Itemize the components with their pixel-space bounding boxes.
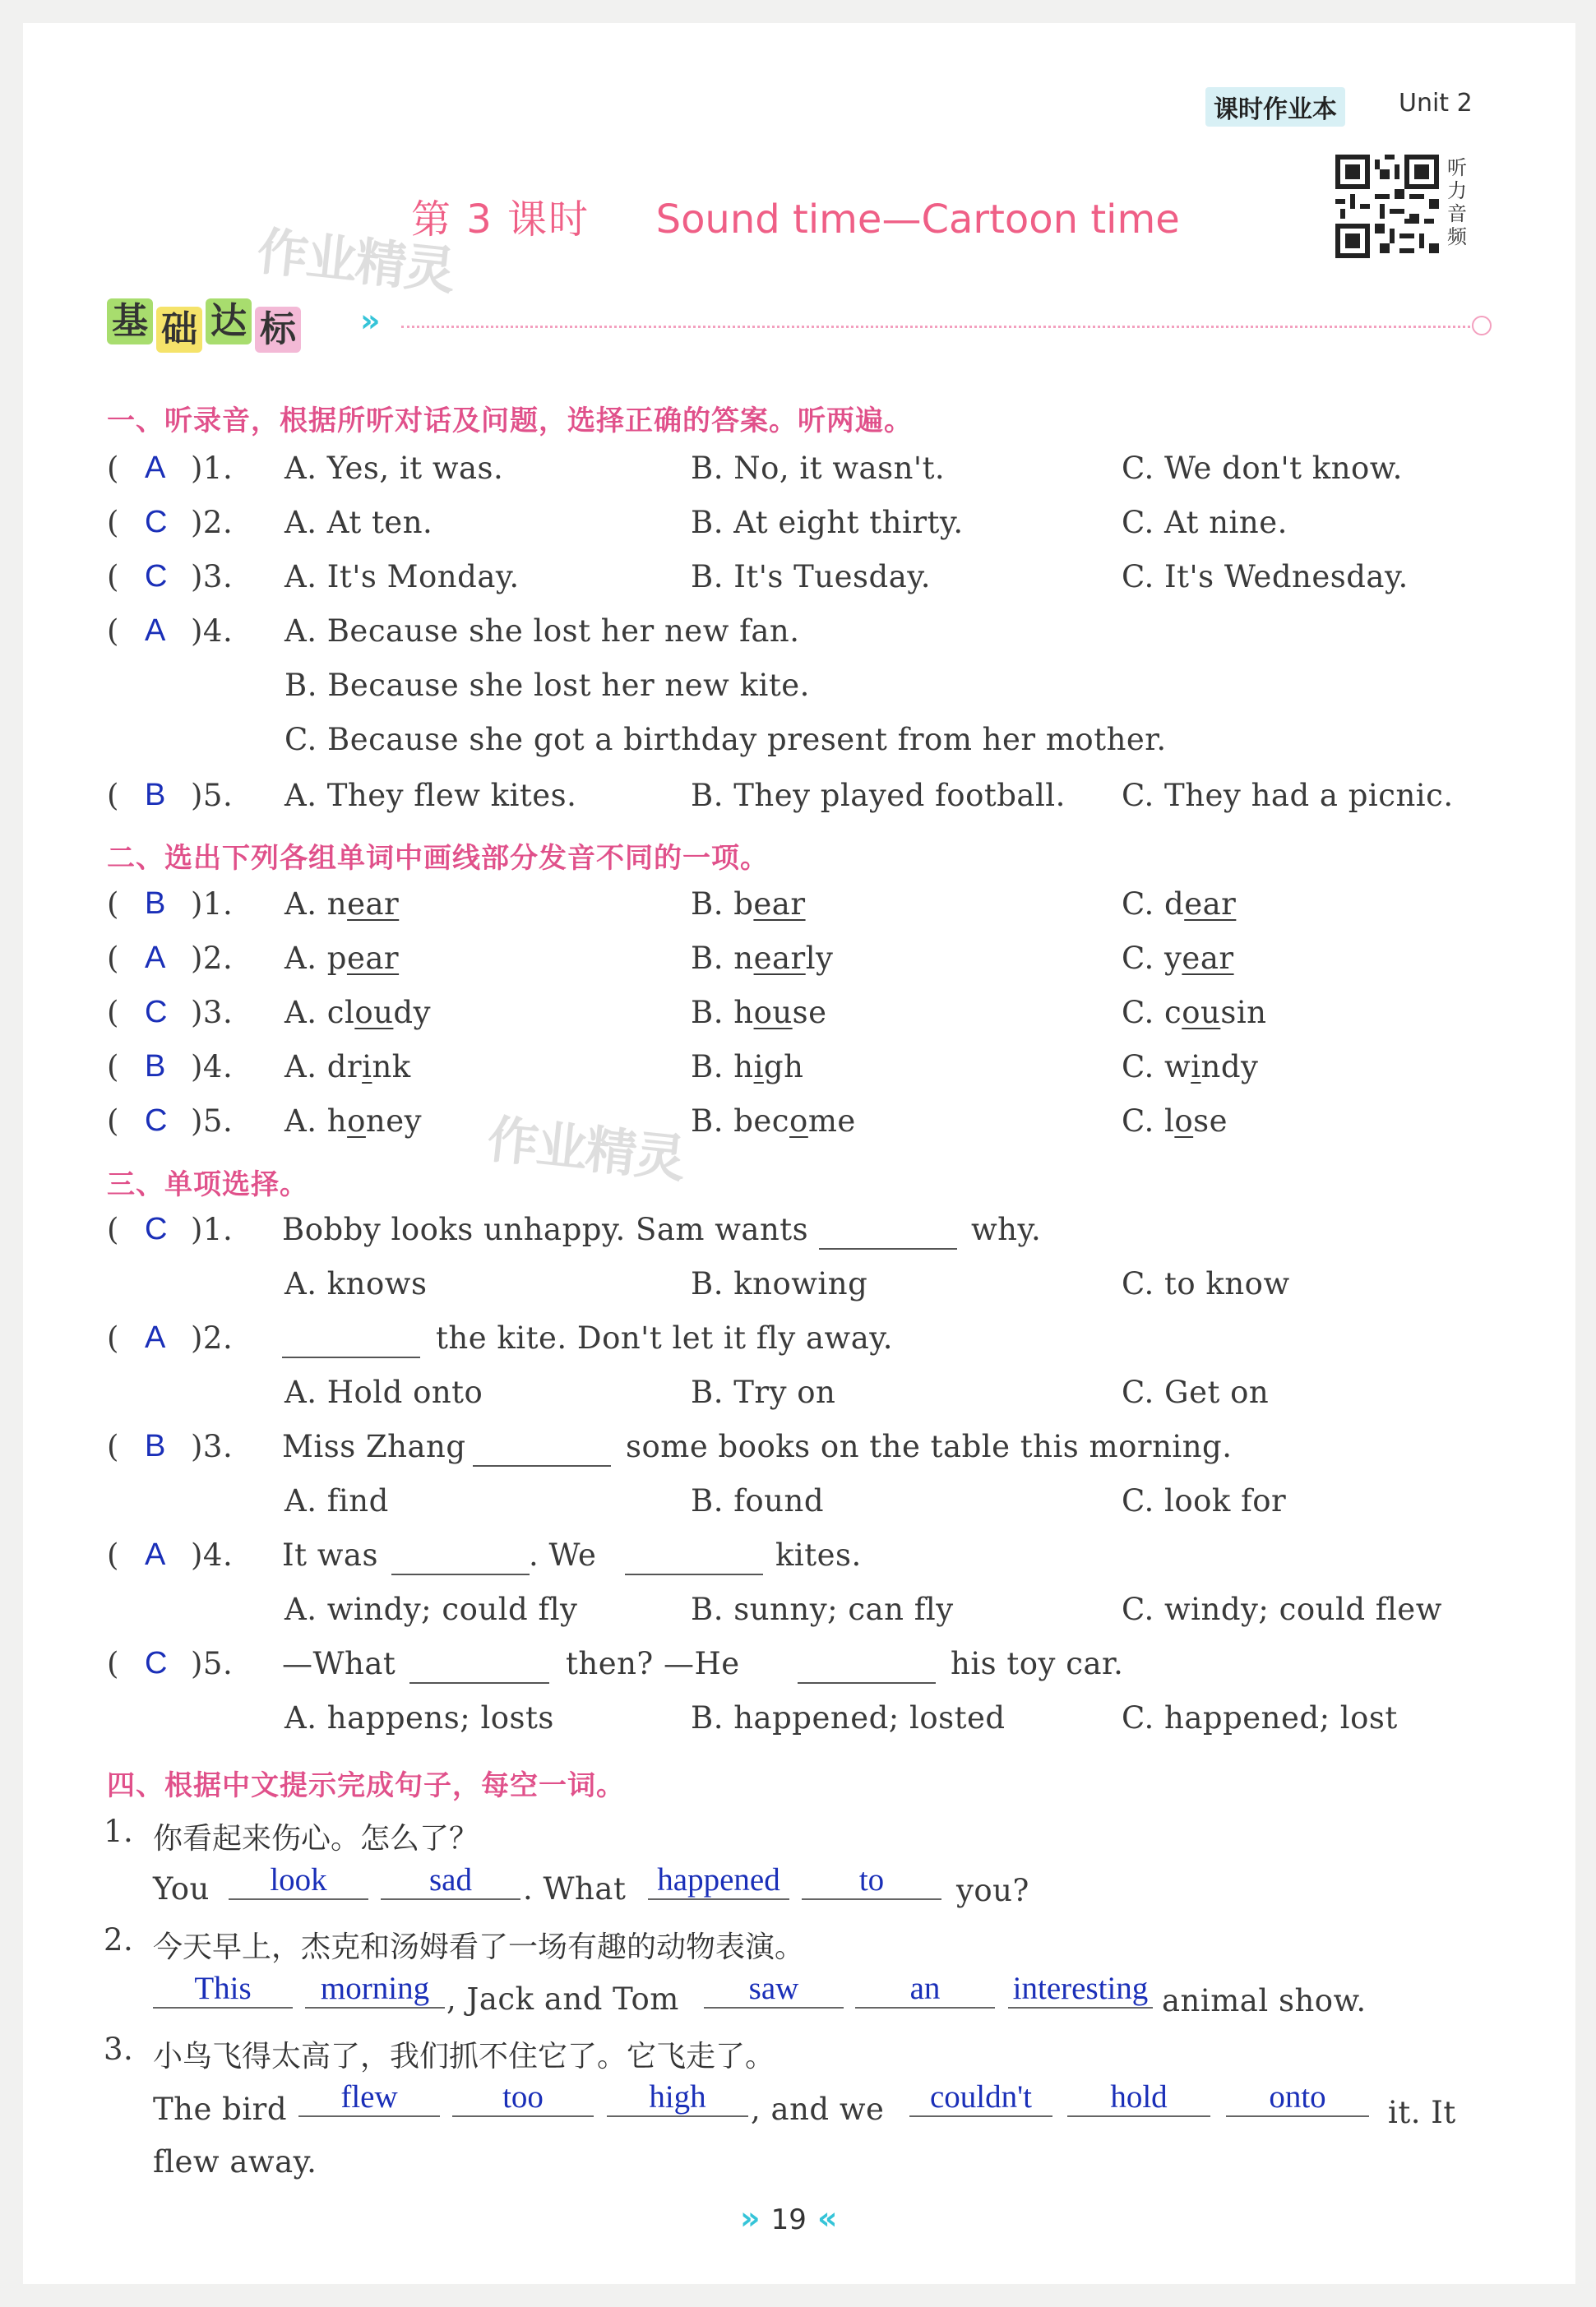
answer-blank[interactable]: saw [704, 1970, 844, 2009]
option-c: C. They had a picnic. [1122, 778, 1454, 813]
lesson-title [411, 187, 1180, 244]
answer-blank[interactable]: This [153, 1970, 293, 2009]
answer-blank[interactable]: couldn't [909, 2078, 1052, 2117]
question-number: )5. [191, 1646, 234, 1681]
sentence-text: animal show. [1162, 1983, 1367, 2018]
chevron-right-icon: » [360, 303, 381, 339]
qr-side-char: 听 [1447, 156, 1467, 179]
option-a [285, 941, 399, 976]
option-a: A. They flew kites. [285, 778, 577, 813]
answer-blank[interactable]: sad [381, 1861, 520, 1900]
question-number: )5. [191, 1103, 234, 1139]
answer-blank[interactable]: happened [648, 1861, 789, 1900]
option-b [691, 995, 827, 1030]
answer-blank[interactable]: high [607, 2078, 748, 2117]
question-number: 2. [104, 1922, 134, 1958]
option-c: C. to know [1122, 1266, 1290, 1301]
answer-letter[interactable]: A [145, 613, 166, 648]
answer-blank[interactable]: an [855, 1970, 995, 2009]
word-part: C. [1122, 941, 1165, 976]
option-b: B. Because she lost her new kite. [285, 668, 810, 703]
paren-open: ( [107, 1212, 119, 1247]
chinese-prompt: 你看起来伤心。怎么了？ [153, 1822, 479, 1856]
answer-letter[interactable]: C [145, 1212, 168, 1246]
answer-blank[interactable] [409, 1654, 549, 1684]
option-c [1122, 1103, 1228, 1139]
paren-open: ( [107, 613, 119, 649]
lesson-number: 第 3 课时 [411, 196, 590, 243]
question-number: )3. [191, 559, 234, 594]
option-c: C. At nine. [1122, 505, 1288, 540]
word-part: A. [285, 941, 327, 976]
option-a [285, 995, 431, 1030]
option-c [1122, 995, 1267, 1030]
word-part: n [326, 886, 348, 922]
paren-open: ( [107, 1049, 119, 1084]
divider [401, 326, 1470, 328]
word-part: gh [763, 1049, 804, 1084]
word-part: A. [285, 1103, 327, 1139]
paren-open: ( [107, 559, 119, 594]
word-part: B. [691, 1103, 734, 1139]
paren-open: ( [107, 451, 119, 486]
option-c: C. happened; lost [1122, 1700, 1398, 1736]
option-b: B. found [691, 1483, 825, 1519]
sentence-text: . What [523, 1871, 627, 1907]
paren-open: ( [107, 941, 119, 976]
answer-blank[interactable]: look [229, 1861, 368, 1900]
word-part: c [1164, 995, 1182, 1030]
option-c: C. windy; could flew [1122, 1592, 1442, 1627]
option-c [1122, 1049, 1258, 1084]
question-number: )1. [191, 451, 234, 486]
paren-open: ( [107, 505, 119, 540]
answer-blank[interactable]: flew [298, 2078, 440, 2117]
qr-side-char: 力 [1447, 179, 1467, 202]
answer-blank[interactable]: hold [1067, 2078, 1210, 2117]
option-b: B. At eight thirty. [691, 505, 964, 540]
word-part: n [733, 941, 754, 976]
sentence-text: , Jack and Tom [446, 1981, 679, 2017]
question-number: )3. [191, 1429, 234, 1464]
answer-blank[interactable] [282, 1329, 420, 1358]
underlined-part: o [347, 1103, 366, 1139]
answer-letter[interactable]: A [145, 1320, 166, 1355]
option-b: B. Try on [691, 1375, 836, 1410]
question-text: kites. [775, 1537, 862, 1573]
word-part: b [733, 886, 754, 922]
question-text: the kite. Don't let it fly away. [436, 1320, 894, 1356]
chevron-down-icon [1472, 316, 1492, 335]
sentence-text: flew away. [153, 2144, 317, 2180]
answer-blank[interactable] [819, 1220, 957, 1250]
paren-open: ( [107, 995, 119, 1030]
word-part: ney [365, 1103, 423, 1139]
question-text: . We [529, 1537, 597, 1573]
word-part: C. [1122, 1103, 1165, 1139]
section-heading-2: 二、选出下列各组单词中画线部分发音不同的一项。 [107, 842, 769, 875]
paren-open: ( [107, 1537, 119, 1573]
section-heading-4: 四、根据中文提示完成句子，每空一词。 [107, 1769, 625, 1802]
paren-open: ( [107, 886, 119, 922]
word-part: h [733, 995, 754, 1030]
paren-open: ( [107, 778, 119, 813]
question-number: )1. [191, 1212, 234, 1247]
section-badge [107, 298, 301, 350]
answer-letter[interactable]: C [145, 1646, 168, 1681]
word-part: sin [1220, 995, 1267, 1030]
qr-side-char: 频 [1447, 225, 1467, 248]
word-part: A. [285, 1049, 327, 1084]
answer-blank[interactable]: onto [1226, 2078, 1369, 2117]
question-number: )2. [191, 941, 234, 976]
option-a [285, 886, 399, 922]
option-b: B. happened; losted [691, 1700, 1006, 1736]
option-a: A. Hold onto [285, 1375, 483, 1410]
underlined-part: ear [346, 941, 400, 976]
answer-letter[interactable]: B [145, 886, 166, 921]
word-part: ly [805, 941, 834, 976]
word-part: A. [285, 886, 327, 922]
word-part: B. [691, 995, 734, 1030]
word-part: dy [393, 995, 432, 1030]
paren-open: ( [107, 1429, 119, 1464]
question-text: why. [971, 1212, 1042, 1247]
sentence-text: The bird [153, 2092, 288, 2127]
sentence-text: , and we [751, 2092, 885, 2127]
option-b [691, 941, 833, 976]
option-c: C. Because she got a birthday present from her mother. [285, 722, 1167, 757]
word-part: me [807, 1103, 856, 1139]
question-text: Miss Zhang [282, 1429, 466, 1464]
option-b: B. No, it wasn't. [691, 451, 946, 486]
answer-letter[interactable]: B [145, 1049, 166, 1084]
section-heading-1: 一、听录音，根据所听对话及问题，选择正确的答案。听两遍。 [107, 405, 913, 437]
question-text: Bobby looks unhappy. Sam wants [282, 1212, 809, 1247]
word-part: h [733, 1049, 754, 1084]
option-c [1122, 941, 1234, 976]
option-c: C. Get on [1122, 1375, 1270, 1410]
question-text: It was [282, 1537, 378, 1573]
word-part: A. [285, 995, 327, 1030]
option-b: B. It's Tuesday. [691, 559, 932, 594]
word-part: p [326, 941, 347, 976]
answer-letter[interactable]: A [145, 1537, 166, 1572]
page-footer [740, 2200, 838, 2236]
word-part: C. [1122, 995, 1165, 1030]
watermark: 作业精灵 [254, 220, 457, 302]
option-a: A. happens; losts [285, 1700, 554, 1736]
workbook-page [23, 23, 1575, 2284]
underlined-part: ear [1182, 941, 1234, 976]
sentence-text: you? [956, 1873, 1029, 1908]
chevron-right-icon: » [740, 2200, 761, 2236]
option-b [691, 1049, 803, 1084]
badge-char: 达 [206, 298, 252, 344]
paren-open: ( [107, 1320, 119, 1356]
answer-letter[interactable]: C [145, 1103, 168, 1138]
underlined-part: ear [753, 941, 806, 976]
word-part: C. [1122, 886, 1165, 922]
word-part: y [1164, 941, 1182, 976]
answer-blank[interactable]: morning [305, 1970, 445, 2009]
question-number: )4. [191, 1537, 234, 1573]
answer-letter[interactable]: C [145, 995, 168, 1029]
option-b: B. They played football. [691, 778, 1066, 813]
option-a: A. windy; could fly [285, 1592, 578, 1627]
answer-letter[interactable]: A [145, 941, 166, 975]
underlined-part: o [1174, 1103, 1194, 1139]
question-number: )4. [191, 613, 234, 649]
sentence-text: it. It [1388, 2095, 1456, 2130]
option-b: B. knowing [691, 1266, 868, 1301]
underlined-part: i [362, 1049, 372, 1084]
underlined-part: ear [347, 886, 400, 922]
qr-side-char: 音 [1447, 202, 1467, 225]
underlined-part: o [789, 1103, 808, 1139]
answer-letter[interactable]: B [145, 1429, 166, 1463]
word-part: se [1193, 1103, 1228, 1139]
option-c: C. We don't know. [1122, 451, 1403, 486]
answer-blank[interactable]: too [452, 2078, 594, 2117]
header-unit: Unit 2 [1399, 89, 1473, 118]
header-tag: 课时作业本 [1205, 87, 1345, 127]
option-b: B. sunny; can fly [691, 1592, 954, 1627]
answer-letter[interactable]: B [145, 778, 166, 812]
option-a: A. Because she lost her new fan. [285, 613, 800, 649]
option-a: A. At ten. [285, 505, 433, 540]
answer-letter[interactable]: A [145, 451, 166, 485]
option-a [285, 1049, 411, 1084]
word-part: cl [326, 995, 355, 1030]
qr-code-icon[interactable] [1335, 155, 1439, 258]
chevron-left-icon: « [817, 2200, 838, 2236]
badge-char: 标 [255, 307, 301, 353]
option-c [1122, 886, 1236, 922]
underlined-part: ou [753, 995, 793, 1030]
sentence-text: You [153, 1871, 210, 1907]
answer-letter[interactable]: C [145, 505, 168, 539]
word-part: nk [372, 1049, 411, 1084]
answer-letter[interactable]: C [145, 559, 168, 594]
answer-blank[interactable] [391, 1546, 530, 1575]
underlined-part: ear [753, 886, 806, 922]
question-text: his toy car. [951, 1646, 1124, 1681]
question-text: —What [282, 1646, 396, 1681]
question-number: 1. [104, 1814, 134, 1849]
paren-open: ( [107, 1103, 119, 1139]
underlined-part: i [1191, 1049, 1201, 1084]
word-part: w [1164, 1049, 1191, 1084]
question-number: )5. [191, 778, 234, 813]
word-part: h [326, 1103, 348, 1139]
watermark: 作业精灵 [484, 1108, 687, 1190]
option-b [691, 1103, 856, 1139]
section-heading-3: 三、单项选择。 [107, 1168, 308, 1201]
paren-open: ( [107, 1646, 119, 1681]
question-number: )2. [191, 1320, 234, 1356]
answer-blank[interactable]: interesting [1008, 1970, 1153, 2009]
option-b [691, 886, 806, 922]
word-part: dr [326, 1049, 363, 1084]
word-part: C. [1122, 1049, 1165, 1084]
word-part: B. [691, 941, 734, 976]
question-text: then? —He [566, 1646, 740, 1681]
word-part: d [1164, 886, 1185, 922]
page-number: 19 [770, 2203, 807, 2236]
question-number: 3. [104, 2032, 134, 2067]
question-number: )1. [191, 886, 234, 922]
badge-char: 基 [107, 298, 153, 344]
qr-side-text [1446, 156, 1469, 248]
option-a: A. knows [285, 1266, 428, 1301]
question-number: )3. [191, 995, 234, 1030]
underlined-part: ou [354, 995, 394, 1030]
chinese-prompt: 今天早上，杰克和汤姆看了一场有趣的动物表演。 [153, 1930, 805, 1964]
word-part: B. [691, 1049, 734, 1084]
word-part: ndy [1200, 1049, 1259, 1084]
word-part: l [1164, 1103, 1175, 1139]
lesson-name: Sound time—Cartoon time [655, 196, 1180, 243]
option-a: A. find [285, 1483, 389, 1519]
option-c: C. It's Wednesday. [1122, 559, 1409, 594]
word-part: bec [733, 1103, 790, 1139]
chinese-prompt: 小鸟飞得太高了，我们抓不住它了。它飞走了。 [153, 2040, 775, 2074]
answer-blank[interactable] [625, 1546, 763, 1575]
question-number: )2. [191, 505, 234, 540]
question-number: )4. [191, 1049, 234, 1084]
option-a: A. Yes, it was. [285, 451, 504, 486]
underlined-part: ou [1182, 995, 1221, 1030]
option-a: A. It's Monday. [285, 559, 520, 594]
badge-char: 础 [156, 307, 202, 353]
option-a [285, 1103, 422, 1139]
answer-blank[interactable] [798, 1654, 936, 1684]
word-part: B. [691, 886, 734, 922]
word-part: se [792, 995, 827, 1030]
question-text: some books on the table this morning. [626, 1429, 1233, 1464]
answer-blank[interactable] [473, 1437, 611, 1467]
option-c: C. look for [1122, 1483, 1287, 1519]
underlined-part: i [753, 1049, 764, 1084]
underlined-part: ear [1184, 886, 1237, 922]
answer-blank[interactable]: to [802, 1861, 941, 1900]
